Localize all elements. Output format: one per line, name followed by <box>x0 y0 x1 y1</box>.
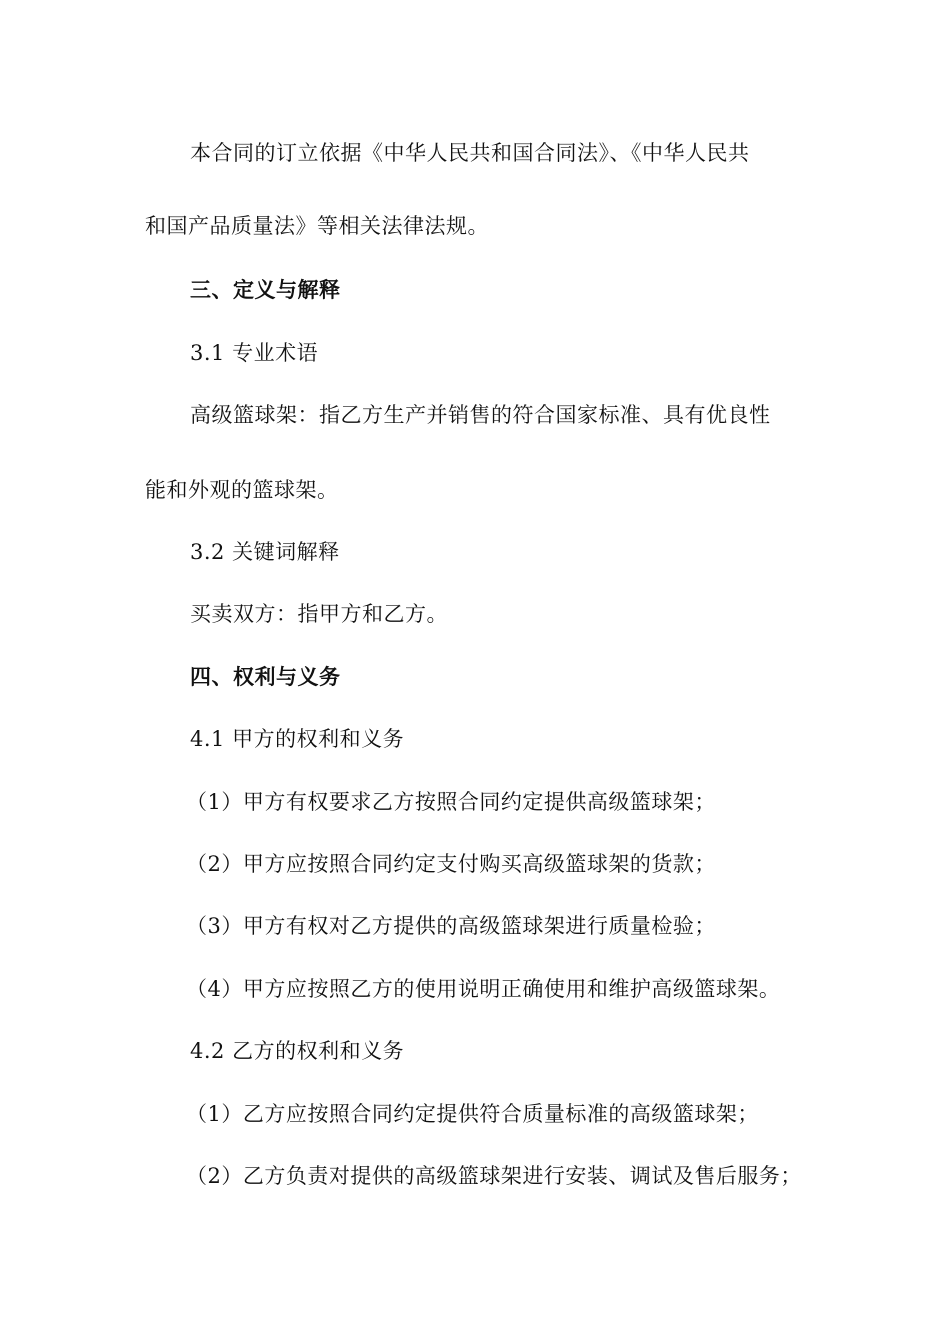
paragraph-legal-basis-line-2: 和国产品质量法》等相关法律法规。 <box>145 214 489 238</box>
section-heading-definitions: 三、定义与解释 <box>190 277 341 302</box>
paragraph-term-definition-line-2: 能和外观的篮球架。 <box>145 478 339 502</box>
list-item-party-a-2: （2）甲方应按照合同约定支付购买高级篮球架的货款； <box>186 852 716 876</box>
paragraph-legal-basis-line-1: 本合同的订立依据《中华人民共和国合同法》、《中华人民共 <box>190 141 750 165</box>
list-item-party-a-4: （4）甲方应按照乙方的使用说明正确使用和维护高级篮球架。 <box>186 977 781 1001</box>
list-item-party-b-2: （2）乙方负责对提供的高级篮球架进行安装、调试及售后服务； <box>186 1164 802 1188</box>
subsection-heading-4-1: 4.1 甲方的权利和义务 <box>190 727 405 751</box>
list-item-party-a-3: （3）甲方有权对乙方提供的高级篮球架进行质量检验； <box>186 914 716 938</box>
paragraph-parties-definition: 买卖双方：指甲方和乙方。 <box>190 602 448 626</box>
subsection-heading-4-2: 4.2 乙方的权利和义务 <box>190 1039 405 1063</box>
paragraph-term-definition-line-1: 高级篮球架：指乙方生产并销售的符合国家标准、具有优良性 <box>190 403 771 427</box>
subsection-heading-3-1: 3.1 专业术语 <box>190 341 319 365</box>
subsection-heading-3-2: 3.2 关键词解释 <box>190 540 340 564</box>
section-heading-rights-obligations: 四、权利与义务 <box>190 664 341 689</box>
list-item-party-a-1: （1）甲方有权要求乙方按照合同约定提供高级篮球架； <box>186 790 716 814</box>
list-item-party-b-1: （1）乙方应按照合同约定提供符合质量标准的高级篮球架； <box>186 1102 759 1126</box>
